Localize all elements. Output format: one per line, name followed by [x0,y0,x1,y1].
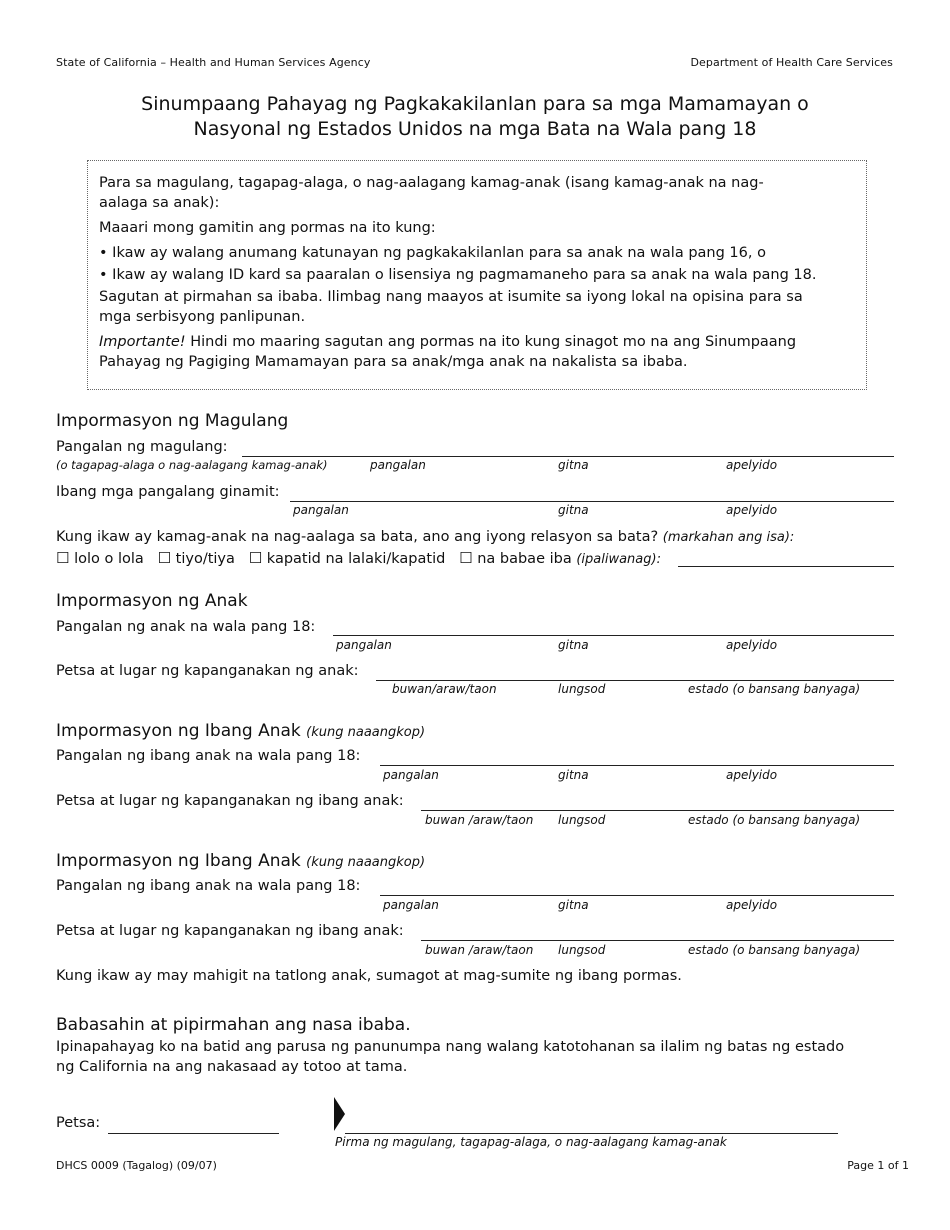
relation-question [56,529,794,545]
instructions-box [87,160,867,390]
field-caption: apelyido [726,503,778,517]
field-caption: gitna [558,768,589,782]
field-caption: estado (o bansang banyaga) [688,682,861,696]
relation-question-text: Kung ikaw ay kamag-anak na nag-aalaga sa bata, ano ang iyong relasyon sa bata? [56,529,659,545]
field-caption: gitna [558,458,589,472]
child-name-label: Pangalan ng anak na wala pang 18: [56,619,316,635]
field-caption: apelyido [726,638,778,652]
sign-here-arrow-icon [334,1097,345,1131]
field-caption: estado (o bansang banyaga) [688,813,861,827]
other-child-1-heading-text: Impormasyon ng Ibang Anak [56,721,301,741]
page-title [56,92,894,142]
child-name-input-line[interactable] [333,635,894,636]
bullet-2-text: Ikaw ay walang ID kard sa paaralan o lisensiya ng pagmamaneho para sa anak na wala pang 18. [112,267,817,283]
parent-name-input-line[interactable] [242,456,894,457]
declaration-line-2: ng California na ang nakasaad ay totoo at tama. [56,1059,408,1075]
title-line-2: Nasyonal ng Estados Unidos na mga Bata na Wala pang 18 [193,118,757,140]
field-caption: apelyido [726,768,778,782]
date-label: Petsa: [56,1115,101,1131]
declaration-line-1: Ipinapahayag ko na batid ang parusa ng panunumpa nang walang katotohanan sa ilalim ng batas ng estado [56,1039,845,1055]
declaration-text [56,1037,844,1077]
instructions-bullet-2 [99,265,854,285]
important-label: Importante! [99,334,186,350]
other-child-1-name-input-line[interactable] [380,765,894,766]
page-number: Page 1 of 1 [847,1159,909,1172]
other-child-2-heading-text: Impormasyon ng Ibang Anak [56,851,301,871]
bullet-icon: • [99,267,113,283]
other-child-1-heading [56,721,425,741]
parent-heading: Impormasyon ng Magulang [56,411,289,431]
other-child-2-name-input-line[interactable] [380,895,894,896]
field-caption: buwan/araw/taon [392,682,497,696]
instructions-use-when: Maaari mong gamitin ang pormas na ito kung: [99,220,436,236]
form-id: DHCS 0009 (Tagalog) (09/07) [56,1159,217,1172]
option-other: na babae iba [477,551,572,567]
checkbox-uncle-aunt[interactable]: ☐ [157,549,172,567]
field-caption: pangalan [383,898,439,912]
relation-hint: (markahan ang isa): [662,530,795,545]
field-caption: lungsod [558,682,606,696]
checkbox-sibling[interactable]: ☐ [248,549,263,567]
relation-options [56,549,661,567]
parent-name-note: (o tagapag-alaga o nag-aalagang kamag-anak) [56,458,328,472]
date-input-line[interactable] [108,1133,279,1134]
declaration-heading: Babasahin at pipirmahan ang nasa ibaba. [56,1015,411,1035]
child-birth-label: Petsa at lugar ng kapanganakan ng anak: [56,663,359,679]
field-caption: pangalan [383,768,439,782]
department-header: Department of Health Care Services [690,56,893,69]
more-children-note: Kung ikaw ay may mahigit na tatlong anak, sumagot at mag-sumite ng ibang pormas. [56,968,682,984]
other-child-2-heading [56,851,425,871]
field-caption: apelyido [726,458,778,472]
applicable-note: (kung naaangkop) [306,855,426,870]
signature-caption: Pirma ng magulang, tagapag-alaga, o nag-aalagang kamag-anak [335,1135,727,1149]
child-heading: Impormasyon ng Anak [56,591,248,611]
explain-label: (ipaliwanag): [576,552,661,567]
other-child-1-name-label: Pangalan ng ibang anak na wala pang 18: [56,748,361,764]
option-sibling: kapatid na lalaki/kapatid [266,551,446,567]
bullet-icon: • [99,245,113,261]
signature-input-line[interactable] [345,1133,838,1134]
field-caption: pangalan [293,503,349,517]
option-grandparent: lolo o lola [74,551,144,567]
instructions-submit: Sagutan at pirmahan sa ibaba. Ilimbag nang maayos at isumite sa iyong lokal na opisina para sa mga serbisyong panlipunan. [99,289,803,325]
other-names-input-line[interactable] [290,501,894,502]
checkbox-other[interactable]: ☐ [459,549,473,567]
bullet-1-text: Ikaw ay walang anumang katunayan ng pagkakakilanlan para sa anak na wala pang 16, o [112,245,766,261]
explain-input-line[interactable] [678,566,894,567]
parent-name-label: Pangalan ng magulang: [56,439,228,455]
field-caption: lungsod [558,943,606,957]
field-caption: pangalan [370,458,426,472]
option-uncle-aunt: tiyo/tiya [175,551,235,567]
instructions-important [99,332,839,372]
field-caption: buwan /araw/taon [425,813,534,827]
checkbox-grandparent[interactable]: ☐ [56,549,70,567]
field-caption: lungsod [558,813,606,827]
field-caption: gitna [558,898,589,912]
child-birth-input-line[interactable] [376,680,894,681]
field-caption: gitna [558,503,589,517]
other-child-2-birth-label: Petsa at lugar ng kapanganakan ng ibang anak: [56,923,404,939]
other-child-1-birth-label: Petsa at lugar ng kapanganakan ng ibang anak: [56,793,404,809]
other-child-1-birth-input-line[interactable] [421,810,894,811]
field-caption: buwan /araw/taon [425,943,534,957]
other-child-2-name-label: Pangalan ng ibang anak na wala pang 18: [56,878,361,894]
field-caption: estado (o bansang banyaga) [688,943,861,957]
instructions-bullet-1 [99,243,854,263]
applicable-note: (kung naaangkop) [306,725,426,740]
other-child-2-birth-input-line[interactable] [421,940,894,941]
title-line-1: Sinumpaang Pahayag ng Pagkakakilanlan para sa mga Mamamayan o [141,93,809,115]
field-caption: gitna [558,638,589,652]
field-caption: apelyido [726,898,778,912]
instructions-intro: Para sa magulang, tagapag-alaga, o nag-aalagang kamag-anak (isang kamag-anak na nag-aalaga sa anak): [99,175,764,211]
other-names-label: Ibang mga pangalang ginamit: [56,484,280,500]
agency-header: State of California – Health and Human Services Agency [56,56,371,69]
important-text: Hindi mo maaring sagutan ang pormas na ito kung sinagot mo na ang Sinumpaang Pahayag ng Pagiging Mamamayan para sa anak/mga anak na nakalista sa ibaba. [99,334,797,370]
field-caption: pangalan [336,638,392,652]
